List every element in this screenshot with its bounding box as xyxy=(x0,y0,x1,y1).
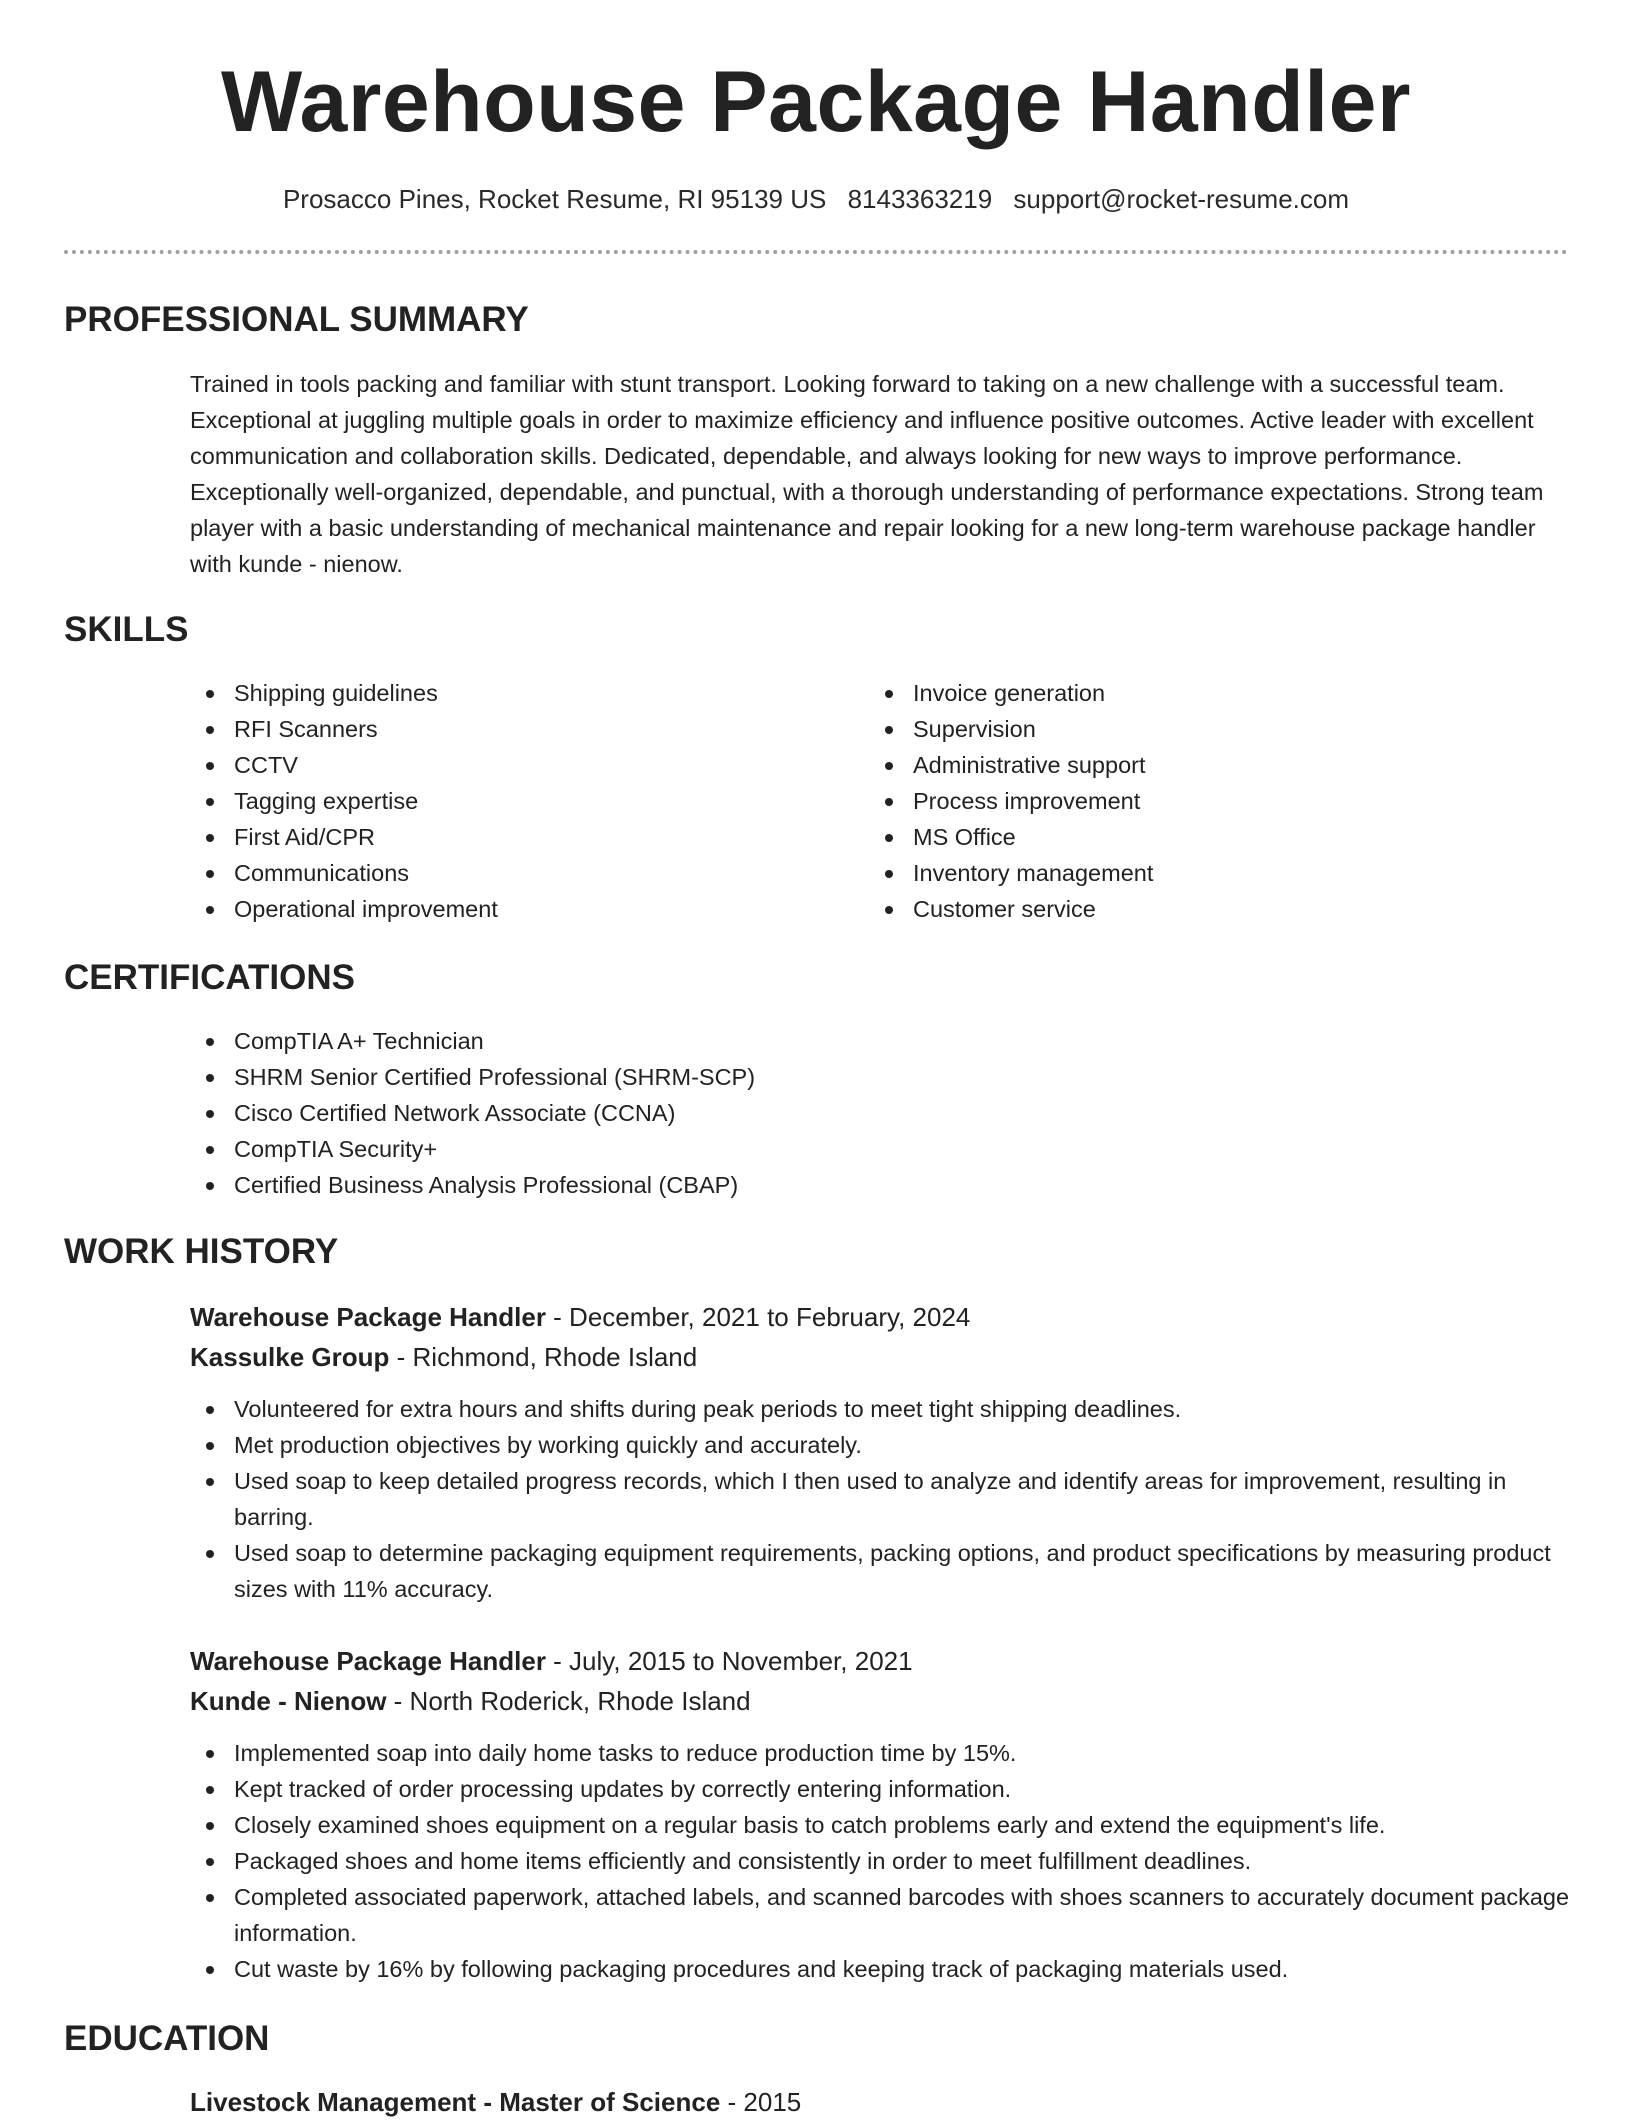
education-line xyxy=(190,2084,801,2120)
contact-line xyxy=(0,182,1632,216)
certifications-heading: CERTIFICATIONS xyxy=(64,958,356,997)
list-item: Operational improvement xyxy=(190,891,830,927)
job-company: Kassulke Group xyxy=(190,1342,390,1372)
job-dates: - December, 2021 to February, 2024 xyxy=(545,1302,971,1332)
job-company: Kunde - Nienow xyxy=(190,1686,387,1716)
list-item: Inventory management xyxy=(869,855,1509,891)
job-2-title-line xyxy=(190,1643,913,1679)
list-item: Used soap to determine packaging equipment requirements, packing options, and product specifications by measuring product sizes with 11% accuracy. xyxy=(190,1535,1570,1607)
job-2-bullets xyxy=(190,1735,1570,1987)
job-1-company-line xyxy=(190,1339,697,1375)
header-divider xyxy=(64,250,1568,254)
list-item: Closely examined shoes equipment on a regular basis to catch problems early and extend the equipment's life. xyxy=(190,1807,1570,1843)
list-item: Shipping guidelines xyxy=(190,675,830,711)
work-history-heading: WORK HISTORY xyxy=(64,1232,339,1271)
education-degree: Livestock Management - Master of Science xyxy=(190,2087,721,2117)
list-item: MS Office xyxy=(869,819,1509,855)
skills-list-left xyxy=(190,675,830,927)
skills-heading: SKILLS xyxy=(64,610,189,649)
summary-text: Trained in tools packing and familiar with stunt transport. Looking forward to taking on a new challenge with a successful team. Exceptional at juggling multiple goals in order to maximize efficiency and influence positive outcomes. Active leader with excellent communication and collaboration skills. Dedicated, dependable, and always looking for new ways to improve performance. Exceptionally well-organized, dependable, and punctual, with a thorough understanding of performance expectations. Strong team player with a basic understanding of mechanical maintenance and repair looking for a new long-term warehouse package handler with kunde - nienow. xyxy=(190,371,1544,577)
job-1-title-line xyxy=(190,1299,970,1335)
job-1-bullets xyxy=(190,1391,1570,1607)
resume-title: Warehouse Package Handler xyxy=(221,54,1411,150)
list-item: SHRM Senior Certified Professional (SHRM-SCP) xyxy=(190,1059,1490,1095)
education-year: - 2015 xyxy=(720,2087,802,2117)
contact-phone: 8143363219 xyxy=(847,184,993,214)
skills-list-right xyxy=(869,675,1509,927)
job-location: - North Roderick, Rhode Island xyxy=(386,1686,751,1716)
list-item: RFI Scanners xyxy=(190,711,830,747)
list-item: CompTIA A+ Technician xyxy=(190,1023,1490,1059)
list-item: Completed associated paperwork, attached labels, and scanned barcodes with shoes scanners to accurately document package information. xyxy=(190,1879,1570,1951)
list-item: CompTIA Security+ xyxy=(190,1131,1490,1167)
list-item: Cisco Certified Network Associate (CCNA) xyxy=(190,1095,1490,1131)
list-item: Process improvement xyxy=(869,783,1509,819)
list-item: Kept tracked of order processing updates by correctly entering information. xyxy=(190,1771,1570,1807)
list-item: Communications xyxy=(190,855,830,891)
list-item: Certified Business Analysis Professional (CBAP) xyxy=(190,1167,1490,1203)
job-role: Warehouse Package Handler xyxy=(190,1302,546,1332)
list-item: First Aid/CPR xyxy=(190,819,830,855)
list-item: Administrative support xyxy=(869,747,1509,783)
list-item: Volunteered for extra hours and shifts during peak periods to meet tight shipping deadlines. xyxy=(190,1391,1570,1427)
summary-heading: PROFESSIONAL SUMMARY xyxy=(64,300,529,339)
list-item: Packaged shoes and home items efficiently and consistently in order to meet fulfillment deadlines. xyxy=(190,1843,1570,1879)
job-role: Warehouse Package Handler xyxy=(190,1646,546,1676)
job-location: - Richmond, Rhode Island xyxy=(389,1342,698,1372)
education-heading: EDUCATION xyxy=(64,2019,270,2058)
list-item: Invoice generation xyxy=(869,675,1509,711)
list-item: Tagging expertise xyxy=(190,783,830,819)
list-item: Implemented soap into daily home tasks to reduce production time by 15%. xyxy=(190,1735,1570,1771)
list-item: Customer service xyxy=(869,891,1509,927)
list-item: Supervision xyxy=(869,711,1509,747)
list-item: Met production objectives by working quickly and accurately. xyxy=(190,1427,1570,1463)
list-item: CCTV xyxy=(190,747,830,783)
contact-address: Prosacco Pines, Rocket Resume, RI 95139 US xyxy=(282,184,827,214)
certifications-list xyxy=(190,1023,1490,1203)
list-item: Used soap to keep detailed progress records, which I then used to analyze and identify areas for improvement, resulting in barring. xyxy=(190,1463,1570,1535)
contact-email[interactable]: support@rocket-resume.com xyxy=(1013,184,1350,214)
job-dates: - July, 2015 to November, 2021 xyxy=(545,1646,913,1676)
list-item: Cut waste by 16% by following packaging procedures and keeping track of packaging materials used. xyxy=(190,1951,1570,1987)
job-2-company-line xyxy=(190,1683,751,1719)
